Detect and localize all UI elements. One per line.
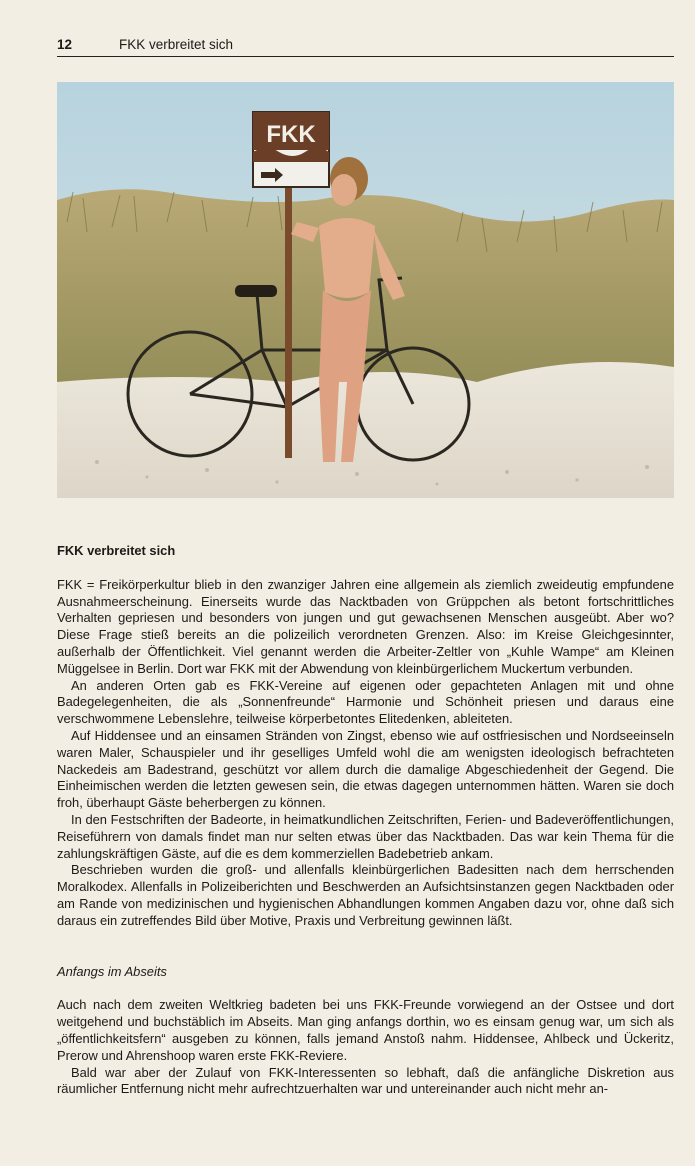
- section-title: FKK verbreitet sich: [57, 543, 176, 558]
- paragraph: In den Festschriften der Badeorte, in heimatkundlichen Zeitschriften, Ferien- und Badeveröffentlichungen, Reiseführern von damals findet man nur selten etwas über das Nacktbaden. Das war kein Thema für die zahlungskräftigen Gäste, auf die es dem kommerziellen Badebetrieb ankam.: [57, 811, 674, 861]
- paragraph: Beschrieben wurden die groß- und allenfalls kleinbürgerlichen Badesitten nach dem herrschenden Moralkodex. Allenfalls in Polizeiberichten und Beschwerden an Aufsichtsinstanzen gegen Nacktbaden oder am Rande von medizinischen und hygienischen Abhandlungen kommen Angaben dazu vor, ohne daß sich daraus ein zutreffendes Bild über Motive, Praxis und Verbreitung gewinnen läßt.: [57, 862, 674, 928]
- article-text: [57, 543, 674, 1098]
- subsection-title: Anfangs im Abseits: [57, 963, 167, 979]
- paragraph: Bald war aber der Zulauf von FKK-Interessenten so lebhaft, daß die anfängliche Diskretion aus räumlicher Entfernung nicht mehr aufrechtzuerhalten war und untereinander auch nicht mehr an-: [57, 1064, 674, 1097]
- sand: [57, 362, 674, 498]
- header-rule: [57, 56, 674, 57]
- running-title: FKK verbreitet sich: [119, 37, 234, 52]
- paragraph: Auf Hiddensee und an einsamen Stränden von Zingst, ebenso wie auf ostfriesischen und Nordseeinseln waren Maler, Schauspieler und ihr geselliges Umfeld wohl die am wenigsten ideologisch befrachteten Nackedeis am Badestrand, geschützt vor allem durch die damalige Abgeschiedenheit der Gegend. Die Einheimischen werden die letzten gewesen sein, die etwas dagegen unternommen hätten. Waren sie doch froh, überhaupt Gäste beherbergen zu können.: [57, 727, 674, 811]
- paragraph: FKK = Freikörperkultur blieb in den zwanziger Jahren eine allgemein als ziemlich zweideutig empfundene Ausnahmeerscheinung. Einerseits wurde das Nacktbaden von Grüppchen als betont fortschrittliches Verhalten gepriesen und besonders von jungen und gut gewachsenen Menschen ausgeübt. Aber wo? Diese Frage stieß bereits an die polizeilich verordneten Grenzen. Also: im Kreise Gleichgesinnter, außerhalb der Öffentlichkeit. Viel genannt werden die Arbeiter-Zeltler von „Kuhle Wampe“ am Kleinen Müggelsee in Berlin. Dort war FKK mit der Abwendung von kleinbürgerlichem Muckertum verbunden.: [57, 576, 674, 676]
- sign-text: FKK: [266, 121, 316, 148]
- beach-photo: [57, 82, 674, 498]
- paragraph: An anderen Orten gab es FKK-Vereine auf eigenen oder gepachteten Anlagen mit und ohne Badegelegenheiten, die als „Sonnenfreunde“ Harmonie und Schönheit priesen und daraus eine verschwommene Lebenslehre, teilweise körperbetontes Elitedenken, ableiteten.: [57, 677, 674, 727]
- running-header: [57, 36, 674, 54]
- paragraph: Auch nach dem zweiten Weltkrieg badeten bei uns FKK-Freunde vorwiegend an der Ostsee und dort weitgehend und buchstäblich im Abseits. Man ging anfangs dorthin, wo es einsam genug war, um sich als „öffentlichkeitsfern“ ausgeben zu können, falls jemand Anstoß nahm. Hiddensee, Ahlbeck und Ückeritz, Prerow und Ahrenshoop waren erste FKK-Reviere.: [57, 997, 674, 1063]
- bicycle-saddle: [235, 285, 277, 297]
- page-number: 12: [57, 37, 73, 52]
